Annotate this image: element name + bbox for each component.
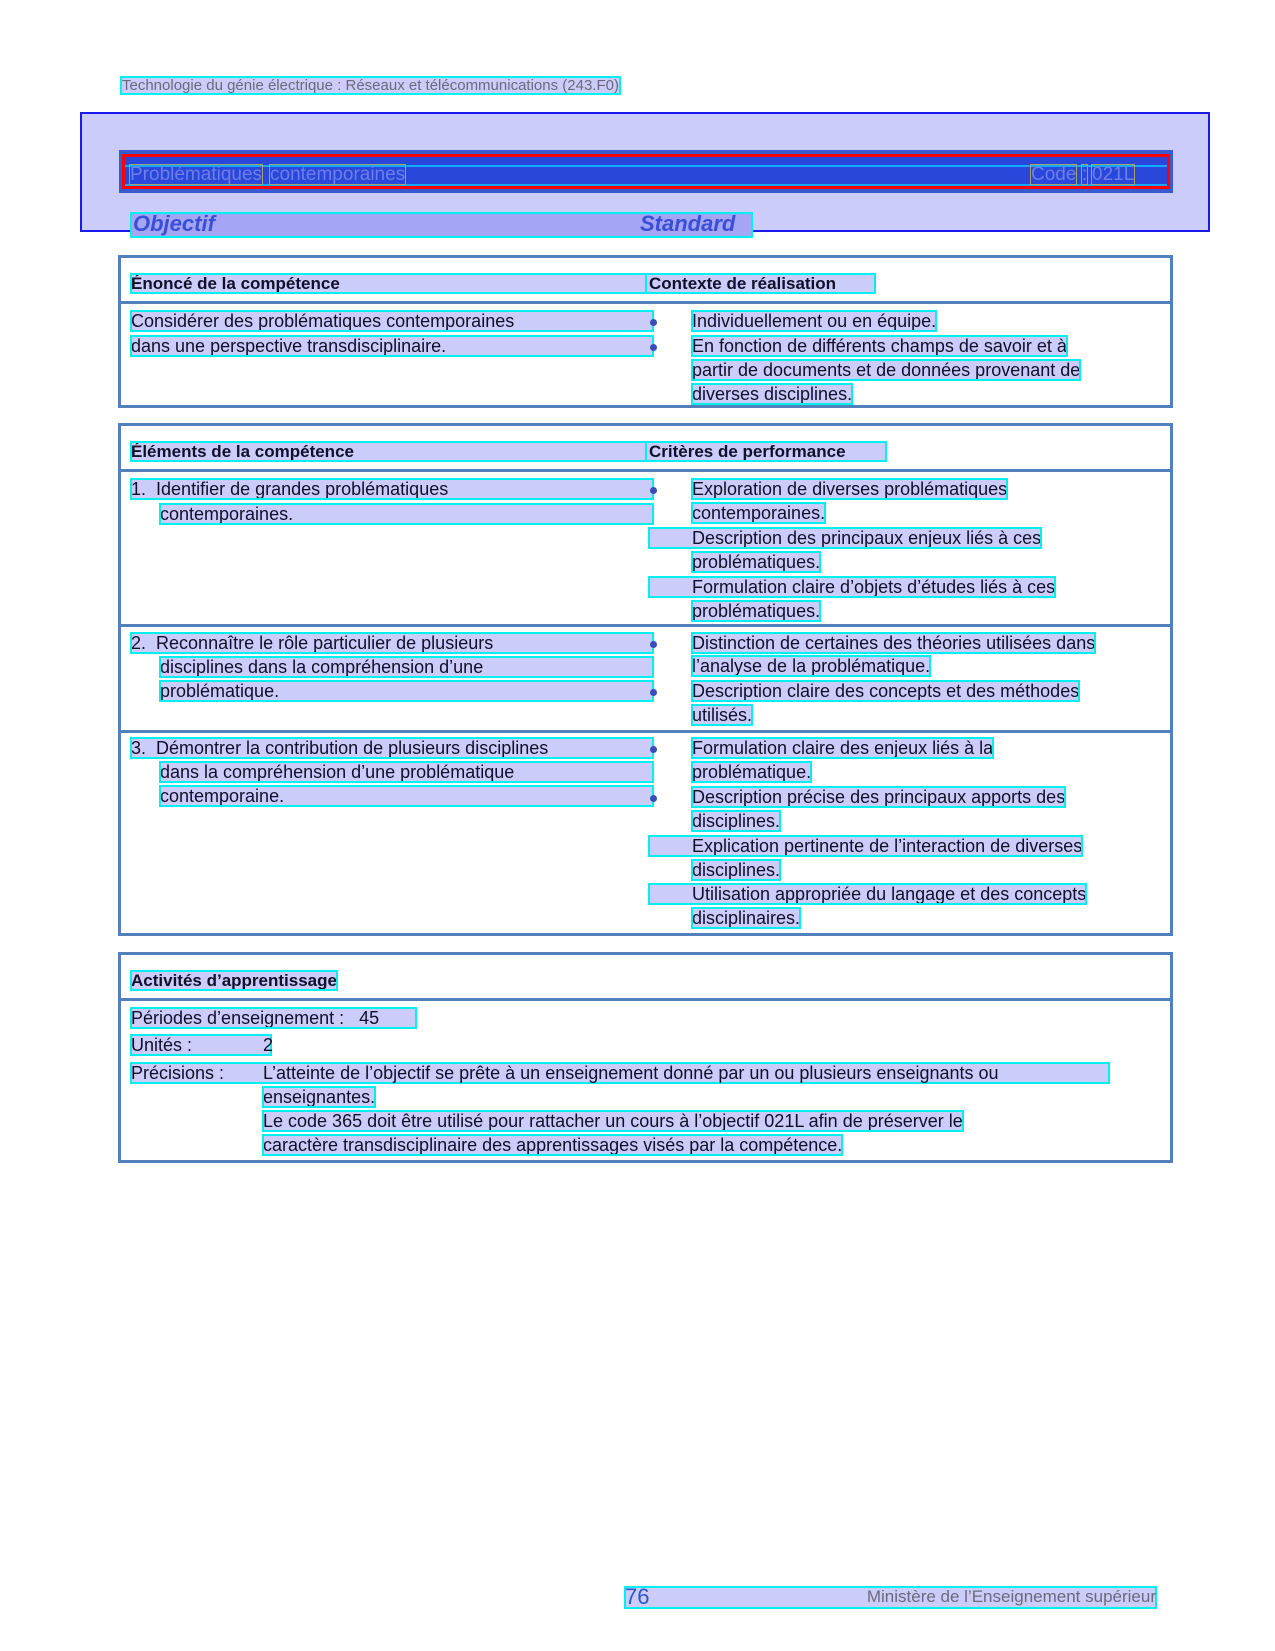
elements-box [118, 423, 1173, 936]
criterion-2-2-line-2: utilisés. [692, 705, 753, 725]
title-word-1: Problématiques [130, 164, 263, 185]
context-header [646, 274, 875, 293]
element-2-text: Reconnaître le rôle particulier de plusieurs [156, 633, 494, 653]
footer [625, 1584, 1156, 1609]
bullet-icon [650, 487, 657, 494]
bullet-icon [650, 795, 657, 802]
units-row [131, 1035, 274, 1055]
context-item-1: Individuellement ou en équipe. [692, 311, 937, 331]
bullet-icon [650, 319, 657, 326]
code-value: 021L [1092, 164, 1135, 185]
objectif-label: Objectif [133, 211, 215, 236]
criterion-3-3-line-2: disciplines. [692, 860, 781, 880]
periods-row [131, 1008, 416, 1028]
element-2-number: 2. [131, 633, 147, 653]
criterion-2-1-line-2: l’analyse de la problématique. [692, 656, 931, 676]
element-1-line-2: contemporaines. [160, 504, 653, 524]
competence-statement-header: Énoncé de la compétence [131, 274, 646, 293]
criterion-3-1-line-2: problématique. [692, 762, 812, 782]
ministry-name: Ministère de l’Enseignement supérieur [866, 1587, 1156, 1606]
activities-header-row [121, 955, 1170, 1001]
criterion-3-2-line-1: Description précise des principaux apports des [692, 787, 1066, 807]
element-2-line-1 [131, 633, 653, 653]
element-2-line-2: disciplines dans la compréhension d’une [160, 657, 653, 677]
elements-header-row [121, 426, 1170, 472]
activities-header: Activités d’apprentissage [131, 971, 337, 990]
title-bar [119, 150, 1173, 193]
bullet-icon [650, 746, 657, 753]
precisions-line-1: L’atteinte de l’objectif se prête à un enseignement donné par un ou plusieurs enseignants ou [263, 1063, 999, 1083]
criterion-2-1-line-1: Distinction de certaines des théories utilisées dans [692, 633, 1096, 653]
element-3-line-1 [131, 738, 653, 758]
criterion-1-2-line-2: problématiques. [692, 552, 821, 572]
bullet-icon [650, 689, 657, 696]
criterion-3-4-line-1: Utilisation appropriée du langage et des concepts [649, 884, 1086, 904]
criterion-2-2-line-1: Description claire des concepts et des méthodes [692, 681, 1080, 701]
element-3-text: Démontrer la contribution de plusieurs disciplines [156, 738, 549, 758]
activities-box [118, 952, 1173, 1163]
precisions-line-3: Le code 365 doit être utilisé pour rattacher un cours à l’objectif 021L afin de préserver le [263, 1111, 963, 1131]
precisions-row [131, 1063, 1109, 1083]
competence-header-row [121, 258, 1170, 304]
competence-box [118, 255, 1173, 408]
element-3-line-2: dans la compréhension d’une problématique [160, 762, 653, 782]
precisions-label: Précisions : [131, 1063, 225, 1083]
criterion-1-3-line-1: Formulation claire d’objets d’études liés à ces [649, 577, 1055, 597]
context-item-2-line-1: En fonction de différents champs de savoir et à [692, 336, 1067, 356]
page-number: 76 [625, 1584, 650, 1609]
context-header-text: Contexte de réalisation [649, 274, 837, 293]
objective-labels [131, 213, 752, 237]
code-separator: : [1082, 164, 1088, 185]
row-divider [121, 624, 1170, 627]
bullet-icon [650, 344, 657, 351]
elements-header: Éléments de la compétence [131, 442, 646, 461]
element-1-text: Identifier de grandes problématiques [156, 479, 449, 499]
element-2-line-3: problématique. [160, 681, 653, 701]
precisions-line-2: enseignantes. [263, 1087, 376, 1107]
periods-label: Périodes d’enseignement : [131, 1008, 345, 1028]
element-3-line-3: contemporaine. [160, 786, 653, 806]
criterion-3-1-line-1: Formulation claire des enjeux liés à la [692, 738, 994, 758]
periods-value: 45 [359, 1008, 380, 1028]
code-label: Code [1031, 164, 1077, 185]
element-1-number: 1. [131, 479, 147, 499]
criterion-3-2-line-2: disciplines. [692, 811, 781, 831]
title-inner [122, 154, 1170, 189]
statement-line-2: dans une perspective transdisciplinaire. [131, 336, 653, 356]
criterion-1-2-line-1: Description des principaux enjeux liés à ces [649, 528, 1041, 548]
criterion-3-3-line-1: Explication pertinente de l’interaction de diverses [649, 836, 1082, 856]
context-item-2-line-2: partir de documents et de données provenant de [692, 360, 1081, 380]
units-label: Unités : [131, 1035, 193, 1055]
units-value: 2 [263, 1035, 274, 1055]
criterion-1-1-line-1: Exploration de diverses problématiques [692, 479, 1008, 499]
bullet-icon [650, 641, 657, 648]
row-divider [121, 730, 1170, 733]
criteria-header [646, 442, 886, 461]
context-item-2-line-3: diverses disciplines. [692, 384, 853, 404]
criterion-1-3-line-2: problématiques. [692, 601, 821, 621]
criterion-1-1-line-2: contemporaines. [692, 503, 826, 523]
precisions-line-4: caractère transdisciplinaire des apprentissages visés par la compétence. [263, 1135, 843, 1155]
statement-line-1: Considérer des problématiques contemporaines [131, 311, 653, 331]
element-1-line-1 [131, 479, 653, 499]
criterion-3-4-line-2: disciplinaires. [692, 908, 801, 928]
element-3-number: 3. [131, 738, 147, 758]
running-header: Technologie du génie électrique : Réseaux et télécommunications (243.F0) [122, 77, 619, 94]
title-word-2: contemporaines [270, 164, 406, 185]
standard-label: Standard [640, 211, 736, 236]
criteria-header-text: Critères de performance [649, 442, 846, 461]
